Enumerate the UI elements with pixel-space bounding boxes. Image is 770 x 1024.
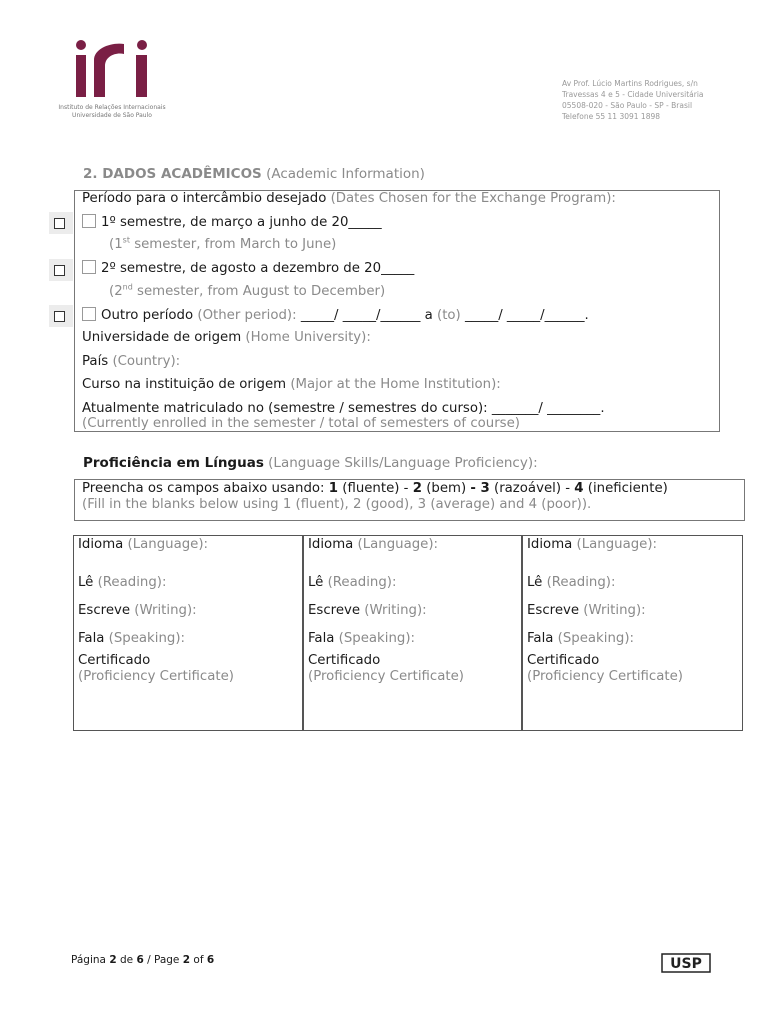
speaking-field[interactable] xyxy=(308,631,415,646)
certificate-label[interactable]: Certificado xyxy=(308,653,381,668)
period-checkbox-1[interactable] xyxy=(54,218,65,229)
writing-label: Escreve xyxy=(527,603,580,618)
option-2-checkbox[interactable] xyxy=(82,260,96,274)
reading-label: Lê xyxy=(527,575,543,590)
section-title-pt: 2. DADOS ACADÊMICOS xyxy=(83,166,262,182)
proficiency-title-pt: Proficiência em Línguas xyxy=(83,455,264,471)
language-label: Idioma xyxy=(527,537,573,552)
option-3-blank-to[interactable]: _____/ _____/______. xyxy=(464,308,589,323)
major-pt: Curso na instituição de origem xyxy=(82,377,287,392)
country-en: (Country): xyxy=(112,354,181,369)
usp-logo-text: USP xyxy=(670,956,702,972)
speaking-label-en: (Speaking): xyxy=(557,631,634,646)
reading-field[interactable] xyxy=(308,575,396,590)
usp-logo xyxy=(661,953,711,973)
writing-label-en: (Writing): xyxy=(583,603,646,618)
footer-de: de xyxy=(119,954,134,966)
footer-of: of xyxy=(193,954,204,966)
language-label-en: (Language): xyxy=(127,537,209,552)
period-checkbox-3[interactable] xyxy=(54,311,65,322)
option-1-pt: 1º semestre, de março a junho de 20_____ xyxy=(101,215,382,230)
language-label-en: (Language): xyxy=(576,537,658,552)
option-3-pt: Outro período xyxy=(101,308,194,323)
reading-label: Lê xyxy=(308,575,324,590)
instr-n3: - 3 xyxy=(470,481,490,496)
reading-label: Lê xyxy=(78,575,94,590)
writing-label: Escreve xyxy=(308,603,361,618)
language-field[interactable] xyxy=(78,537,208,552)
writing-field[interactable] xyxy=(308,603,427,618)
section-title xyxy=(83,166,425,182)
period-option-2 xyxy=(82,260,414,276)
writing-field[interactable] xyxy=(78,603,197,618)
instr-l3: (razoável) - xyxy=(489,481,575,496)
page-number xyxy=(71,954,214,966)
option-3-checkbox[interactable] xyxy=(82,307,96,321)
writing-field[interactable] xyxy=(527,603,646,618)
institute-logo xyxy=(56,38,168,120)
option-1-en-sup: st xyxy=(122,235,130,245)
instructions-en: (Fill in the blanks below using 1 (fluent), 2 (good), 3 (average) and 4 (poor)). xyxy=(82,497,592,512)
enrolled-en: (Currently enrolled in the semester / total of semesters of course) xyxy=(82,416,520,431)
iri-logo-mark xyxy=(72,38,152,98)
option-2-en-sup: nd xyxy=(122,282,133,292)
certificate-label[interactable]: Certificado xyxy=(78,653,151,668)
period-label-pt: Período para o intercâmbio desejado xyxy=(82,191,327,206)
language-column-3 xyxy=(523,536,741,730)
instr-pre: Preencha os campos abaixo usando: xyxy=(82,481,329,496)
instr-n1: 1 xyxy=(328,481,339,496)
period-option-3 xyxy=(82,307,589,323)
option-1-en-pre: (1 xyxy=(109,237,123,252)
country-pt: País xyxy=(82,354,109,369)
instr-l1: (fluente) - xyxy=(338,481,413,496)
period-label-en: (Dates Chosen for the Exchange Program): xyxy=(330,191,616,206)
period-label xyxy=(82,191,616,206)
proficiency-title xyxy=(83,455,538,471)
footer-sep: / Page xyxy=(147,954,180,966)
speaking-label: Fala xyxy=(308,631,335,646)
language-label: Idioma xyxy=(78,537,124,552)
instructions-pt xyxy=(82,481,668,496)
home-university-field[interactable] xyxy=(82,330,371,345)
language-table xyxy=(73,535,743,731)
institute-address xyxy=(562,78,704,122)
enrolled-field[interactable]: Atualmente matriculado no (semestre / semestres do curso): _______/ ________. xyxy=(82,401,605,416)
major-field[interactable] xyxy=(82,377,501,392)
speaking-label-en: (Speaking): xyxy=(338,631,415,646)
reading-label-en: (Reading): xyxy=(327,575,397,590)
certificate-label-en: (Proficiency Certificate) xyxy=(78,669,234,684)
instr-l2: (bem) xyxy=(421,481,471,496)
option-3-a: a xyxy=(424,308,433,323)
proficiency-title-en: (Language Skills/Language Proficiency): xyxy=(268,455,538,471)
writing-label-en: (Writing): xyxy=(364,603,427,618)
reading-field[interactable] xyxy=(527,575,615,590)
instr-l4: (ineficiente) xyxy=(583,481,668,496)
logo-subtitle-1: Instituto de Relações Internacionais xyxy=(58,104,166,111)
option-3-blank-from[interactable]: _____/ _____/______ xyxy=(300,308,421,323)
language-field[interactable] xyxy=(527,537,657,552)
option-1-en-post: semester, from March to June) xyxy=(129,237,337,252)
footer-current-en: 2 xyxy=(182,954,191,966)
reading-field[interactable] xyxy=(78,575,166,590)
option-2-en-post: semester, from August to December) xyxy=(132,284,386,299)
period-option-1 xyxy=(82,214,382,230)
certificate-label-en: (Proficiency Certificate) xyxy=(527,669,683,684)
speaking-field[interactable] xyxy=(78,631,185,646)
reading-label-en: (Reading): xyxy=(546,575,616,590)
home-university-en: (Home University): xyxy=(245,330,371,345)
major-en: (Major at the Home Institution): xyxy=(290,377,501,392)
writing-label-en: (Writing): xyxy=(134,603,197,618)
option-1-en xyxy=(109,237,336,252)
certificate-label-en: (Proficiency Certificate) xyxy=(308,669,464,684)
writing-label: Escreve xyxy=(78,603,131,618)
language-label: Idioma xyxy=(308,537,354,552)
footer-current: 2 xyxy=(109,954,117,966)
speaking-field[interactable] xyxy=(527,631,634,646)
option-2-en xyxy=(109,284,385,299)
country-field[interactable] xyxy=(82,354,180,369)
speaking-label: Fala xyxy=(78,631,105,646)
footer-total: 6 xyxy=(136,954,144,966)
instr-n4: 4 xyxy=(574,481,584,496)
language-column-1 xyxy=(74,536,302,730)
footer-pagina: Página xyxy=(71,954,106,966)
address-line: 05508-020 - São Paulo - SP - Brasil xyxy=(562,101,693,110)
language-field[interactable] xyxy=(308,537,438,552)
certificate-label[interactable]: Certificado xyxy=(527,653,600,668)
address-line: Travessas 4 e 5 - Cidade Universitária xyxy=(562,90,704,99)
language-label-en: (Language): xyxy=(357,537,439,552)
option-3-to: (to) xyxy=(437,308,461,323)
option-1-checkbox[interactable] xyxy=(82,214,96,228)
home-university-pt: Universidade de origem xyxy=(82,330,242,345)
footer-total-en: 6 xyxy=(206,954,215,966)
address-line: Telefone 55 11 3091 1898 xyxy=(562,112,661,121)
speaking-label: Fala xyxy=(527,631,554,646)
option-3-en: (Other period): xyxy=(197,308,297,323)
speaking-label-en: (Speaking): xyxy=(108,631,185,646)
address-line: Av Prof. Lúcio Martins Rodrigues, s/n xyxy=(562,79,698,88)
option-2-pt: 2º semestre, de agosto a dezembro de 20_____ xyxy=(101,261,415,276)
reading-label-en: (Reading): xyxy=(97,575,167,590)
option-2-en-pre: (2 xyxy=(109,284,123,299)
logo-subtitle-2: Universidade de São Paulo xyxy=(72,112,152,119)
period-checkbox-2[interactable] xyxy=(54,265,65,276)
language-column-2 xyxy=(304,536,521,730)
instr-n2: 2 xyxy=(412,481,422,496)
section-title-en: (Academic Information) xyxy=(266,166,425,182)
